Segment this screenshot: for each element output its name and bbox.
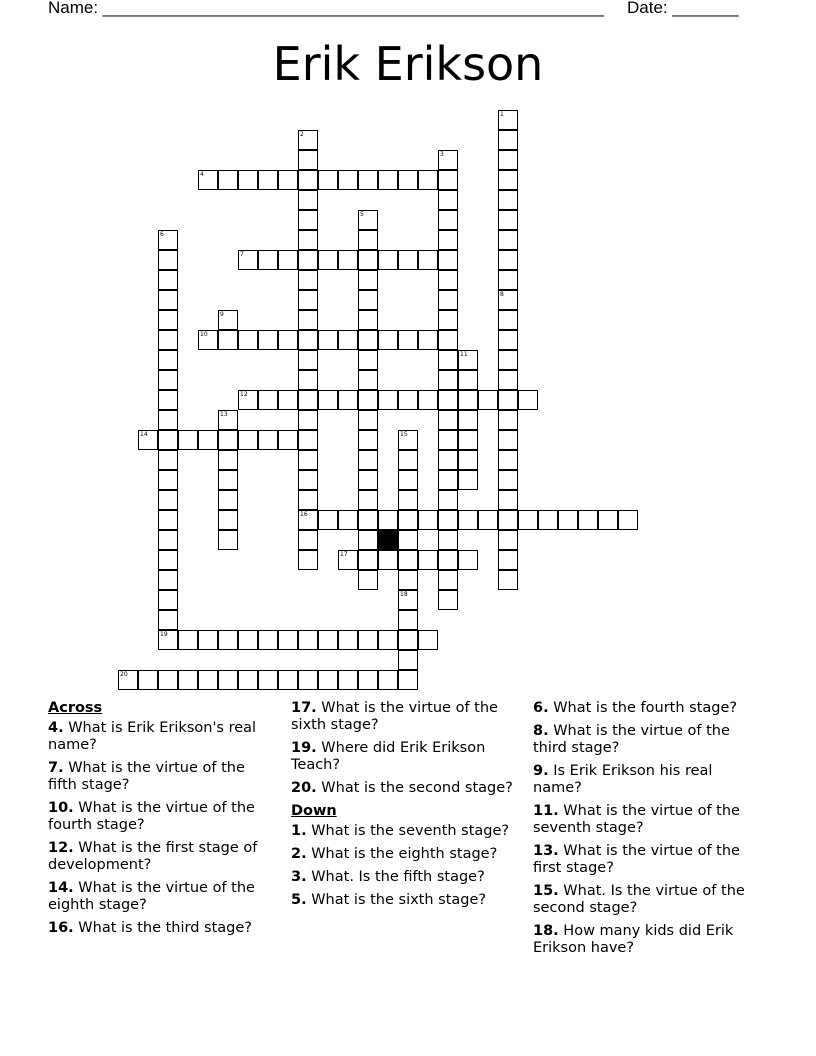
grid-cell[interactable] bbox=[238, 630, 258, 650]
grid-cell[interactable] bbox=[158, 370, 178, 390]
grid-cell[interactable] bbox=[158, 610, 178, 630]
grid-cell[interactable] bbox=[358, 490, 378, 510]
grid-cell[interactable] bbox=[238, 670, 258, 690]
grid-cell[interactable] bbox=[498, 350, 518, 370]
grid-cell[interactable] bbox=[378, 330, 398, 350]
grid-cell[interactable] bbox=[498, 570, 518, 590]
grid-cell[interactable] bbox=[498, 390, 518, 410]
grid-cell[interactable] bbox=[298, 350, 318, 370]
grid-cell[interactable] bbox=[498, 410, 518, 430]
grid-cell[interactable] bbox=[378, 250, 398, 270]
grid-cell[interactable] bbox=[438, 330, 458, 350]
grid-cell[interactable] bbox=[218, 430, 238, 450]
grid-cell[interactable] bbox=[158, 450, 178, 470]
grid-cell[interactable] bbox=[278, 390, 298, 410]
grid-cell[interactable] bbox=[298, 210, 318, 230]
grid-cell[interactable] bbox=[178, 430, 198, 450]
grid-cell[interactable] bbox=[438, 370, 458, 390]
grid-cell[interactable] bbox=[398, 490, 418, 510]
grid-cell[interactable] bbox=[198, 630, 218, 650]
grid-cell[interactable] bbox=[398, 550, 418, 570]
grid-cell[interactable] bbox=[438, 270, 458, 290]
grid-cell[interactable] bbox=[458, 450, 478, 470]
grid-cell[interactable] bbox=[418, 170, 438, 190]
grid-cell[interactable] bbox=[258, 170, 278, 190]
grid-cell[interactable] bbox=[398, 470, 418, 490]
grid-cell[interactable] bbox=[418, 390, 438, 410]
grid-cell[interactable] bbox=[298, 190, 318, 210]
grid-cell[interactable] bbox=[278, 630, 298, 650]
grid-cell[interactable] bbox=[518, 390, 538, 410]
grid-cell[interactable] bbox=[438, 230, 458, 250]
grid-cell[interactable] bbox=[358, 390, 378, 410]
grid-cell[interactable] bbox=[438, 510, 458, 530]
grid-cell[interactable] bbox=[438, 470, 458, 490]
clue-across-10: 10. What is the virtue of the fourth stage? bbox=[48, 800, 255, 833]
grid-cell[interactable] bbox=[298, 410, 318, 430]
grid-cell[interactable] bbox=[398, 630, 418, 650]
grid-cell[interactable] bbox=[158, 310, 178, 330]
grid-cell[interactable] bbox=[318, 170, 338, 190]
clue-number: 20 bbox=[120, 671, 128, 678]
grid-cell[interactable] bbox=[438, 190, 458, 210]
grid-cell[interactable] bbox=[418, 510, 438, 530]
grid-cell[interactable] bbox=[498, 450, 518, 470]
grid-cell[interactable] bbox=[258, 330, 278, 350]
grid-cell[interactable] bbox=[298, 330, 318, 350]
grid-cell[interactable] bbox=[358, 370, 378, 390]
grid-cell[interactable] bbox=[238, 430, 258, 450]
clue-number: 15 bbox=[400, 431, 408, 438]
grid-cell[interactable] bbox=[198, 170, 218, 190]
grid-cell[interactable] bbox=[358, 330, 378, 350]
grid-cell[interactable] bbox=[438, 590, 458, 610]
clue-number: 3 bbox=[440, 151, 444, 158]
grid-cell[interactable] bbox=[398, 170, 418, 190]
grid-cell[interactable] bbox=[498, 310, 518, 330]
grid-cell[interactable] bbox=[458, 370, 478, 390]
clue-down-9: 9. Is Erik Erikson his real name? bbox=[533, 763, 713, 796]
grid-cell[interactable] bbox=[238, 250, 258, 270]
grid-cell[interactable] bbox=[158, 390, 178, 410]
clue-across-4: 4. What is Erik Erikson's real name? bbox=[48, 720, 257, 753]
grid-cell[interactable] bbox=[298, 230, 318, 250]
clue-number: 1 bbox=[500, 111, 504, 118]
grid-cell[interactable] bbox=[478, 390, 498, 410]
grid-cell[interactable] bbox=[498, 190, 518, 210]
grid-cell[interactable] bbox=[438, 210, 458, 230]
clue-number: 11 bbox=[460, 351, 468, 358]
grid-cell[interactable] bbox=[338, 670, 358, 690]
grid-cell[interactable] bbox=[258, 430, 278, 450]
grid-cell[interactable] bbox=[498, 270, 518, 290]
name-blank[interactable]: _____________________________________________________ bbox=[102, 0, 604, 17]
grid-cell[interactable] bbox=[578, 510, 598, 530]
grid-cell[interactable] bbox=[358, 570, 378, 590]
grid-cell[interactable] bbox=[398, 530, 418, 550]
grid-cell[interactable] bbox=[398, 570, 418, 590]
grid-cell[interactable] bbox=[258, 670, 278, 690]
grid-cell[interactable] bbox=[458, 390, 478, 410]
grid-cell[interactable] bbox=[458, 550, 478, 570]
grid-cell[interactable] bbox=[358, 670, 378, 690]
grid-cell[interactable] bbox=[438, 450, 458, 470]
grid-cell[interactable] bbox=[378, 510, 398, 530]
grid-cell[interactable] bbox=[298, 270, 318, 290]
grid-cell[interactable] bbox=[398, 510, 418, 530]
grid-cell[interactable] bbox=[438, 390, 458, 410]
grid-cell[interactable] bbox=[358, 450, 378, 470]
date-blank[interactable]: _______ bbox=[672, 0, 739, 17]
grid-cell[interactable] bbox=[418, 250, 438, 270]
grid-cell[interactable] bbox=[158, 350, 178, 370]
clue-down-8: 8. What is the virtue of the third stage? bbox=[533, 723, 730, 756]
grid-cell[interactable] bbox=[418, 630, 438, 650]
clue-down-11: 11. What is the virtue of the seventh stage? bbox=[533, 803, 740, 836]
grid-cell[interactable] bbox=[438, 570, 458, 590]
grid-cell[interactable] bbox=[158, 250, 178, 270]
grid-cell[interactable] bbox=[498, 250, 518, 270]
clue-across-16: 16. What is the third stage? bbox=[48, 920, 252, 936]
grid-cell[interactable] bbox=[218, 410, 238, 430]
grid-cell[interactable] bbox=[358, 270, 378, 290]
grid-cell[interactable] bbox=[538, 510, 558, 530]
grid-cell[interactable] bbox=[158, 410, 178, 430]
clue-down-2: 2. What is the eighth stage? bbox=[291, 846, 498, 862]
grid-cell[interactable] bbox=[438, 490, 458, 510]
grid-cell[interactable] bbox=[358, 550, 378, 570]
grid-cell[interactable] bbox=[198, 670, 218, 690]
grid-cell[interactable] bbox=[298, 510, 318, 530]
grid-cell[interactable] bbox=[158, 670, 178, 690]
grid-cell[interactable] bbox=[238, 330, 258, 350]
grid-cell[interactable] bbox=[498, 130, 518, 150]
grid-cell[interactable] bbox=[238, 170, 258, 190]
grid-cell[interactable] bbox=[498, 550, 518, 570]
grid-cell[interactable] bbox=[318, 250, 338, 270]
grid-cell[interactable] bbox=[498, 230, 518, 250]
grid-cell[interactable] bbox=[218, 530, 238, 550]
grid-cell[interactable] bbox=[218, 670, 238, 690]
grid-cell[interactable] bbox=[138, 670, 158, 690]
clue-number: 12 bbox=[240, 391, 248, 398]
clue-number: 4 bbox=[200, 171, 204, 178]
grid-cell[interactable] bbox=[258, 250, 278, 270]
date-label: Date: bbox=[627, 0, 673, 17]
grid-cell[interactable] bbox=[158, 630, 178, 650]
grid-cell[interactable] bbox=[438, 290, 458, 310]
clue-column-2 bbox=[291, 700, 519, 915]
grid-cell[interactable] bbox=[478, 510, 498, 530]
grid-cell[interactable] bbox=[298, 290, 318, 310]
clue-number: 8 bbox=[500, 291, 504, 298]
grid-cell[interactable] bbox=[378, 170, 398, 190]
grid-cell[interactable] bbox=[218, 310, 238, 330]
grid-cell[interactable] bbox=[438, 530, 458, 550]
grid-cell[interactable] bbox=[298, 310, 318, 330]
grid-cell[interactable] bbox=[338, 630, 358, 650]
grid-cell[interactable] bbox=[298, 370, 318, 390]
grid-cell[interactable] bbox=[458, 510, 478, 530]
clue-number: 2 bbox=[300, 131, 304, 138]
grid-cell[interactable] bbox=[158, 530, 178, 550]
grid-cell[interactable] bbox=[138, 430, 158, 450]
grid-cell[interactable] bbox=[218, 170, 238, 190]
clue-down-6: 6. What is the fourth stage? bbox=[533, 700, 738, 716]
grid-cell[interactable] bbox=[398, 450, 418, 470]
grid-cell[interactable] bbox=[278, 670, 298, 690]
grid-cell[interactable] bbox=[318, 330, 338, 350]
grid-cell[interactable] bbox=[338, 390, 358, 410]
grid-cell[interactable] bbox=[318, 510, 338, 530]
grid-cell[interactable] bbox=[558, 510, 578, 530]
grid-cell[interactable] bbox=[298, 490, 318, 510]
grid-cell[interactable] bbox=[338, 170, 358, 190]
grid-cell[interactable] bbox=[238, 390, 258, 410]
grid-cell[interactable] bbox=[298, 150, 318, 170]
grid-cell[interactable] bbox=[198, 430, 218, 450]
grid-cell[interactable] bbox=[358, 470, 378, 490]
clue-number: 18 bbox=[400, 591, 408, 598]
grid-cell[interactable] bbox=[278, 250, 298, 270]
grid-cell[interactable] bbox=[438, 170, 458, 190]
grid-cell[interactable] bbox=[318, 670, 338, 690]
grid-cell[interactable] bbox=[298, 430, 318, 450]
clue-across-14: 14. What is the virtue of the eighth stage? bbox=[48, 880, 255, 913]
grid-cell[interactable] bbox=[518, 510, 538, 530]
clue-number: 13 bbox=[220, 411, 228, 418]
grid-cell[interactable] bbox=[498, 510, 518, 530]
grid-cell[interactable] bbox=[358, 230, 378, 250]
grid-cell[interactable] bbox=[398, 610, 418, 630]
grid-cell[interactable] bbox=[358, 170, 378, 190]
grid-cell[interactable] bbox=[338, 510, 358, 530]
grid-cell[interactable] bbox=[158, 330, 178, 350]
grid-cell[interactable] bbox=[438, 150, 458, 170]
grid-cell[interactable] bbox=[258, 630, 278, 650]
clue-number: 14 bbox=[140, 431, 148, 438]
grid-cell[interactable] bbox=[158, 510, 178, 530]
grid-cell[interactable] bbox=[198, 330, 218, 350]
grid-cell[interactable] bbox=[358, 250, 378, 270]
grid-cell[interactable] bbox=[498, 530, 518, 550]
grid-cell[interactable] bbox=[298, 250, 318, 270]
grid-cell[interactable] bbox=[358, 310, 378, 330]
clue-number: 5 bbox=[360, 211, 364, 218]
down-heading: Down bbox=[291, 803, 337, 819]
grid-cell[interactable] bbox=[418, 550, 438, 570]
grid-cell[interactable] bbox=[158, 270, 178, 290]
clue-across-12: 12. What is the first stage of development? bbox=[48, 840, 258, 873]
grid-cell[interactable] bbox=[498, 290, 518, 310]
grid-cell[interactable] bbox=[158, 590, 178, 610]
black-cell bbox=[378, 530, 398, 550]
clue-number: 19 bbox=[160, 631, 168, 638]
grid-cell[interactable] bbox=[298, 130, 318, 150]
page-title: Erik Erikson bbox=[272, 37, 544, 91]
grid-cell[interactable] bbox=[338, 330, 358, 350]
grid-cell[interactable] bbox=[438, 550, 458, 570]
grid-cell[interactable] bbox=[378, 390, 398, 410]
grid-cell[interactable] bbox=[398, 250, 418, 270]
clue-down-1: 1. What is the seventh stage? bbox=[291, 823, 510, 839]
grid-cell[interactable] bbox=[218, 470, 238, 490]
grid-cell[interactable] bbox=[358, 630, 378, 650]
grid-cell[interactable] bbox=[298, 170, 318, 190]
grid-cell[interactable] bbox=[398, 430, 418, 450]
grid-cell[interactable] bbox=[158, 570, 178, 590]
grid-cell[interactable] bbox=[158, 230, 178, 250]
grid-cell[interactable] bbox=[498, 150, 518, 170]
grid-cell[interactable] bbox=[498, 330, 518, 350]
across-heading: Across bbox=[48, 700, 103, 716]
grid-cell[interactable] bbox=[438, 310, 458, 330]
clue-across-7: 7. What is the virtue of the fifth stage? bbox=[48, 760, 245, 793]
grid-cell[interactable] bbox=[498, 430, 518, 450]
grid-cell[interactable] bbox=[498, 170, 518, 190]
grid-cell[interactable] bbox=[278, 430, 298, 450]
clue-number: 6 bbox=[160, 231, 164, 238]
clue-number: 17 bbox=[340, 551, 348, 558]
grid-cell[interactable] bbox=[358, 210, 378, 230]
grid-cell[interactable] bbox=[398, 590, 418, 610]
grid-cell[interactable] bbox=[278, 170, 298, 190]
grid-cell[interactable] bbox=[458, 430, 478, 450]
grid-cell[interactable] bbox=[498, 110, 518, 130]
clue-number: 9 bbox=[220, 311, 224, 318]
grid-cell[interactable] bbox=[498, 490, 518, 510]
grid-cell[interactable] bbox=[498, 370, 518, 390]
clue-number: 10 bbox=[200, 331, 208, 338]
grid-cell[interactable] bbox=[278, 330, 298, 350]
grid-cell[interactable] bbox=[178, 630, 198, 650]
grid-cell[interactable] bbox=[398, 390, 418, 410]
clue-down-5: 5. What is the sixth stage? bbox=[291, 892, 487, 908]
grid-cell[interactable] bbox=[398, 330, 418, 350]
grid-cell[interactable] bbox=[378, 630, 398, 650]
grid-cell[interactable] bbox=[438, 350, 458, 370]
clue-down-18: 18. How many kids did Erik Erikson have? bbox=[533, 923, 734, 956]
grid-cell[interactable] bbox=[398, 670, 418, 690]
grid-cell[interactable] bbox=[158, 490, 178, 510]
grid-cell[interactable] bbox=[338, 550, 358, 570]
grid-cell[interactable] bbox=[218, 490, 238, 510]
clue-down-3: 3. What. Is the fifth stage? bbox=[291, 869, 485, 885]
grid-cell[interactable] bbox=[458, 470, 478, 490]
grid-cell[interactable] bbox=[298, 450, 318, 470]
grid-cell[interactable] bbox=[158, 290, 178, 310]
grid-cell[interactable] bbox=[318, 390, 338, 410]
grid-cell[interactable] bbox=[438, 250, 458, 270]
clue-down-15: 15. What. Is the virtue of the second stage? bbox=[533, 883, 745, 916]
grid-cell[interactable] bbox=[398, 650, 418, 670]
name-label: Name: bbox=[48, 0, 103, 17]
grid-cell[interactable] bbox=[458, 350, 478, 370]
grid-cell[interactable] bbox=[218, 330, 238, 350]
grid-cell[interactable] bbox=[258, 390, 278, 410]
grid-cell[interactable] bbox=[498, 470, 518, 490]
clue-number: 16 bbox=[300, 511, 308, 518]
grid-cell[interactable] bbox=[298, 470, 318, 490]
grid-cell[interactable] bbox=[438, 430, 458, 450]
grid-cell[interactable] bbox=[218, 510, 238, 530]
grid-cell[interactable] bbox=[378, 550, 398, 570]
grid-cell[interactable] bbox=[358, 530, 378, 550]
grid-cell[interactable] bbox=[358, 290, 378, 310]
grid-cell[interactable] bbox=[158, 470, 178, 490]
grid-cell[interactable] bbox=[378, 670, 398, 690]
grid-cell[interactable] bbox=[178, 670, 198, 690]
grid-cell[interactable] bbox=[418, 330, 438, 350]
grid-cell[interactable] bbox=[158, 430, 178, 450]
grid-cell[interactable] bbox=[618, 510, 638, 530]
clue-number: 7 bbox=[240, 251, 244, 258]
clue-column-1 bbox=[48, 700, 276, 943]
grid-cell[interactable] bbox=[158, 550, 178, 570]
grid-cell[interactable] bbox=[358, 430, 378, 450]
grid-cell[interactable] bbox=[358, 350, 378, 370]
grid-cell[interactable] bbox=[358, 410, 378, 430]
clue-across-17: 17. What is the virtue of the sixth stage? bbox=[291, 700, 498, 733]
grid-cell[interactable] bbox=[298, 530, 318, 550]
clue-across-19: 19. Where did Erik Erikson Teach? bbox=[291, 740, 486, 773]
grid-cell[interactable] bbox=[318, 630, 338, 650]
grid-cell[interactable] bbox=[218, 630, 238, 650]
grid-cell[interactable] bbox=[218, 450, 238, 470]
grid-cell[interactable] bbox=[458, 410, 478, 430]
grid-cell[interactable] bbox=[298, 550, 318, 570]
grid-cell[interactable] bbox=[338, 250, 358, 270]
grid-cell[interactable] bbox=[358, 510, 378, 530]
grid-cell[interactable] bbox=[598, 510, 618, 530]
grid-cell[interactable] bbox=[118, 670, 138, 690]
clue-across-20: 20. What is the second stage? bbox=[291, 780, 513, 796]
clue-column-3 bbox=[533, 700, 761, 963]
grid-cell[interactable] bbox=[298, 390, 318, 410]
grid-cell[interactable] bbox=[298, 670, 318, 690]
grid-cell[interactable] bbox=[298, 630, 318, 650]
clue-down-13: 13. What is the virtue of the first stage? bbox=[533, 843, 740, 876]
grid-cell[interactable] bbox=[498, 210, 518, 230]
grid-cell[interactable] bbox=[438, 410, 458, 430]
